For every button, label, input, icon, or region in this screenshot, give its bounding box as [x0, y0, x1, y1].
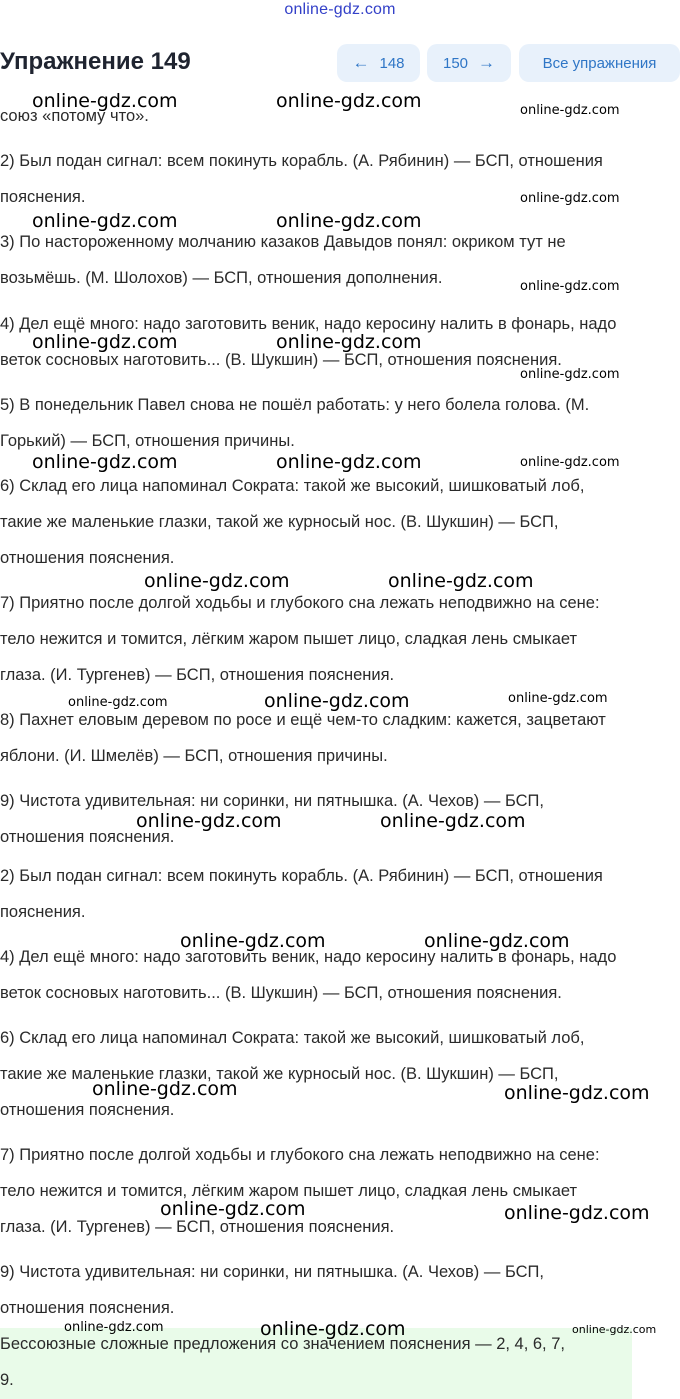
all-exercises-label: Все упражнения: [542, 54, 657, 72]
watermark: online-gdz.com: [260, 1318, 406, 1340]
text-line: 5) В понедельник Павел снова не пошёл работать: у него болела голова. (М.: [0, 396, 590, 414]
answer-line: Бессоюзные сложные предложения со значением пояснения — 2, 4, 6, 7,: [0, 1335, 565, 1353]
text-line: тело нежится и томится, лёгким жаром пышет лицо, сладкая лень смыкает: [0, 1182, 578, 1200]
prev-exercise-label: 148: [379, 54, 405, 72]
page-title: Упражнение 149: [0, 48, 191, 75]
watermark: online-gdz.com: [520, 191, 620, 206]
text-line: 2) Был подан сигнал: всем покинуть корабль. (А. Рябинин) — БСП, отношения: [0, 867, 603, 885]
text-line: 4) Дел ещё много: надо заготовить веник, надо керосину налить в фонарь, надо: [0, 315, 617, 333]
watermark: online-gdz.com: [264, 690, 410, 712]
watermark: online-gdz.com: [520, 103, 620, 118]
watermark: online-gdz.com: [424, 930, 570, 952]
text-line: 6) Склад его лица напоминал Сократа: такой же высокий, шишковатый лоб,: [0, 1029, 585, 1047]
text-line: союз «потому что».: [0, 107, 149, 125]
text-line: веток сосновых наготовить... (В. Шукшин) — БСП, отношения пояснения.: [0, 351, 562, 369]
watermark: online-gdz.com: [520, 455, 620, 470]
text-line: 9) Чистота удивительная: ни соринки, ни пятнышка. (А. Чехов) — БСП,: [0, 792, 544, 810]
text-line: возьмёшь. (М. Шолохов) — БСП, отношения дополнения.: [0, 269, 443, 287]
watermark: online-gdz.com: [32, 331, 178, 353]
text-line: отношения пояснения.: [0, 828, 175, 846]
watermark: online-gdz.com: [504, 1082, 650, 1104]
text-line: 3) По настороженному молчанию казаков Давыдов понял: окриком тут не: [0, 233, 566, 251]
text-line: глаза. (И. Тургенев) — БСП, отношения пояснения.: [0, 666, 395, 684]
text-line: отношения пояснения.: [0, 549, 175, 567]
watermark: online-gdz.com: [92, 1078, 238, 1100]
watermark: online-gdz.com: [276, 90, 422, 112]
text-line: такие же маленькие глазки, такой же курносый нос. (В. Шукшин) — БСП,: [0, 513, 559, 531]
answer-line: 9.: [0, 1371, 14, 1389]
watermark: online-gdz.com: [388, 570, 534, 592]
prev-exercise-button[interactable]: [337, 44, 420, 82]
text-line: 2) Был подан сигнал: всем покинуть корабль. (А. Рябинин) — БСП, отношения: [0, 152, 603, 170]
text-line: яблони. (И. Шмелёв) — БСП, отношения причины.: [0, 747, 388, 765]
watermark: online-gdz.com: [32, 451, 178, 473]
text-line: 7) Приятно после долгой ходьбы и глубокого сна лежать неподвижно на сене:: [0, 1146, 600, 1164]
watermark: online-gdz.com: [276, 331, 422, 353]
watermark: online-gdz.com: [32, 210, 178, 232]
watermark: online-gdz.com: [504, 1202, 650, 1224]
watermark: online-gdz.com: [144, 570, 290, 592]
text-line: 8) Пахнет еловым деревом по росе и ещё чем-то сладким: кажется, зацветают: [0, 711, 606, 729]
text-line: пояснения.: [0, 903, 86, 921]
watermark: online-gdz.com: [32, 90, 178, 112]
watermark: online-gdz.com: [380, 810, 526, 832]
text-line: тело нежится и томится, лёгким жаром пышет лицо, сладкая лень смыкает: [0, 630, 578, 648]
watermark: online-gdz.com: [276, 210, 422, 232]
next-exercise-button[interactable]: [427, 44, 511, 82]
watermark: online-gdz.com: [508, 691, 608, 706]
text-line: Горький) — БСП, отношения причины.: [0, 432, 295, 450]
all-exercises-button[interactable]: [519, 44, 680, 82]
watermark: online-gdz.com: [520, 367, 620, 382]
watermark: online-gdz.com: [64, 1320, 164, 1335]
text-line: веток сосновых наготовить... (В. Шукшин) — БСП, отношения пояснения.: [0, 984, 562, 1002]
text-line: такие же маленькие глазки, такой же курносый нос. (В. Шукшин) — БСП,: [0, 1065, 559, 1083]
text-line: пояснения.: [0, 188, 86, 206]
site-watermark-link[interactable]: online-gdz.com: [284, 1, 396, 18]
text-line: 4) Дел ещё много: надо заготовить веник, надо керосину налить в фонарь, надо: [0, 948, 617, 966]
arrow-right-icon: →: [478, 53, 496, 72]
text-line: отношения пояснения.: [0, 1101, 175, 1119]
watermark: online-gdz.com: [68, 695, 168, 710]
watermark: online-gdz.com: [180, 930, 326, 952]
watermark: online-gdz.com: [520, 279, 620, 294]
text-line: 6) Склад его лица напоминал Сократа: такой же высокий, шишковатый лоб,: [0, 477, 585, 495]
next-exercise-label: 150: [442, 54, 469, 72]
text-line: 7) Приятно после долгой ходьбы и глубокого сна лежать неподвижно на сене:: [0, 594, 600, 612]
arrow-left-icon: ←: [352, 53, 370, 72]
text-line: отношения пояснения.: [0, 1299, 175, 1317]
text-line: 9) Чистота удивительная: ни соринки, ни пятнышка. (А. Чехов) — БСП,: [0, 1263, 544, 1281]
text-line: глаза. (И. Тургенев) — БСП, отношения пояснения.: [0, 1218, 395, 1236]
watermark: online-gdz.com: [160, 1198, 306, 1220]
watermark: online-gdz.com: [136, 810, 282, 832]
watermark: online-gdz.com: [572, 1323, 657, 1336]
watermark: online-gdz.com: [276, 451, 422, 473]
